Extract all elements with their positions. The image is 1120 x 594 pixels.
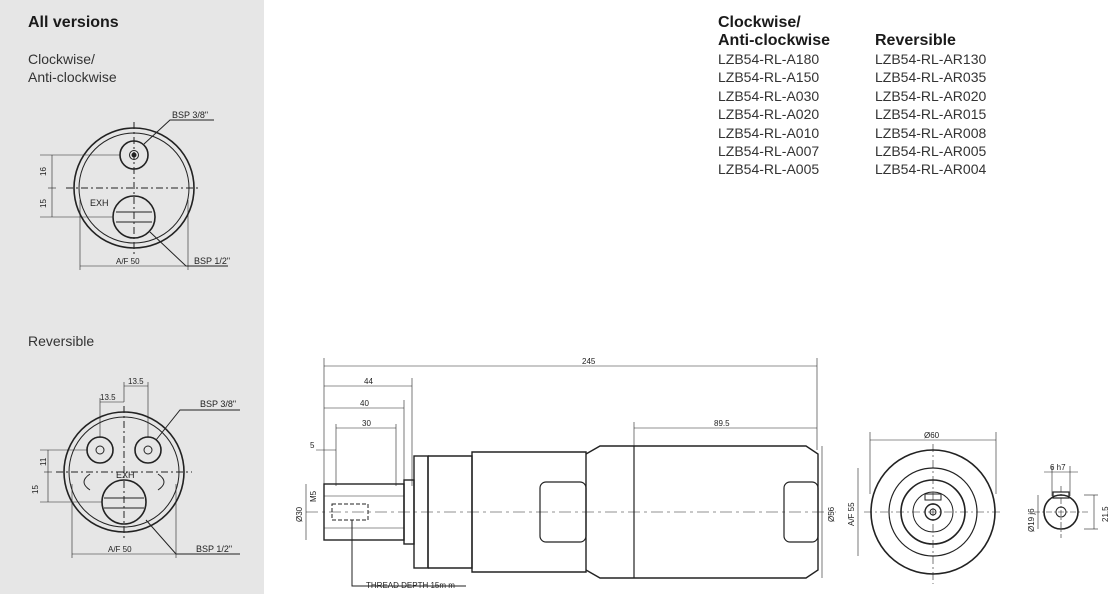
model-item: LZB54-RL-A005 [718,161,820,178]
clockwise-model-list [718,14,830,179]
sidebar-title: All versions [28,14,119,31]
rv-af-label: A/F 50 [108,545,132,554]
model-item: LZB54-RL-AR020 [875,87,987,104]
model-item: LZB54-RL-AR008 [875,124,987,141]
dim-m5: M5 [309,490,318,502]
sidebar-panel [0,0,264,594]
cw-exh-label: EXH [90,198,109,208]
dim-245: 245 [582,357,596,366]
dim-21-5: 21.5 [1101,506,1110,522]
dim-89-5: 89.5 [714,419,730,428]
dim-30: 30 [362,419,371,428]
model-item: LZB54-RL-AR035 [875,69,987,86]
model-item: LZB54-RL-AR005 [875,143,987,160]
dim-6h7: 6 h7 [1050,463,1066,472]
model-item: LZB54-RL-AR015 [875,106,987,123]
model-item: LZB54-RL-AR004 [875,161,987,178]
shaft-detail-drawing [1022,456,1120,594]
clockwise-header-line1: Clockwise/ [718,14,801,31]
rv-bsp-bottom-label: BSP 1/2" [196,544,233,554]
rv-dim-13-5-top: 13.5 [128,377,144,386]
model-item: LZB54-RL-A180 [718,51,820,67]
clockwise-header-line2: Anti-clockwise [718,32,831,49]
reversible-port-diagram [0,374,264,574]
dim-d60: Ø60 [924,431,940,440]
rv-dim-13-5-inner: 13.5 [100,393,116,402]
reversible-label: Reversible [28,333,95,349]
model-item: LZB54-RL-A020 [718,106,820,123]
rv-dim-11: 11 [39,457,48,466]
cw-af-label: A/F 50 [116,257,140,266]
thread-depth-label: THREAD DEPTH 15m m [366,581,455,590]
model-item: LZB54-RL-A150 [718,69,820,86]
model-item: LZB54-RL-A007 [718,143,820,160]
clockwise-port-diagram [0,100,264,280]
reversible-model-list [875,32,986,179]
clockwise-label-line1: Clockwise/ [28,51,95,67]
reversible-header: Reversible [875,32,956,49]
rv-exh-label: EXH [116,470,135,480]
model-item: LZB54-RL-A010 [718,124,820,141]
motor-end-view-drawing [846,424,1016,594]
cw-dim-16: 16 [39,167,48,176]
dim-af55: A/F 55 [847,502,856,526]
dim-d30: Ø30 [295,506,304,522]
dim-44: 44 [364,377,373,386]
cw-dim-15: 15 [39,199,48,208]
clockwise-label [28,50,117,86]
rv-bsp-top-label: BSP 3/8" [200,399,237,409]
model-item: LZB54-RL-AR130 [875,51,987,67]
cw-bsp-top-label: BSP 3/8" [172,110,209,120]
model-item: LZB54-RL-A030 [718,87,820,104]
dim-40: 40 [360,399,369,408]
dim-d56: Ø56 [827,506,836,522]
clockwise-label-line2: Anti-clockwise [28,69,117,85]
cw-bsp-bottom-label: BSP 1/2" [194,256,231,266]
rv-dim-15: 15 [31,485,40,494]
main-area [276,0,1120,594]
dim-5: 5 [310,441,315,450]
dim-d19j6: Ø19 j6 [1027,508,1036,532]
